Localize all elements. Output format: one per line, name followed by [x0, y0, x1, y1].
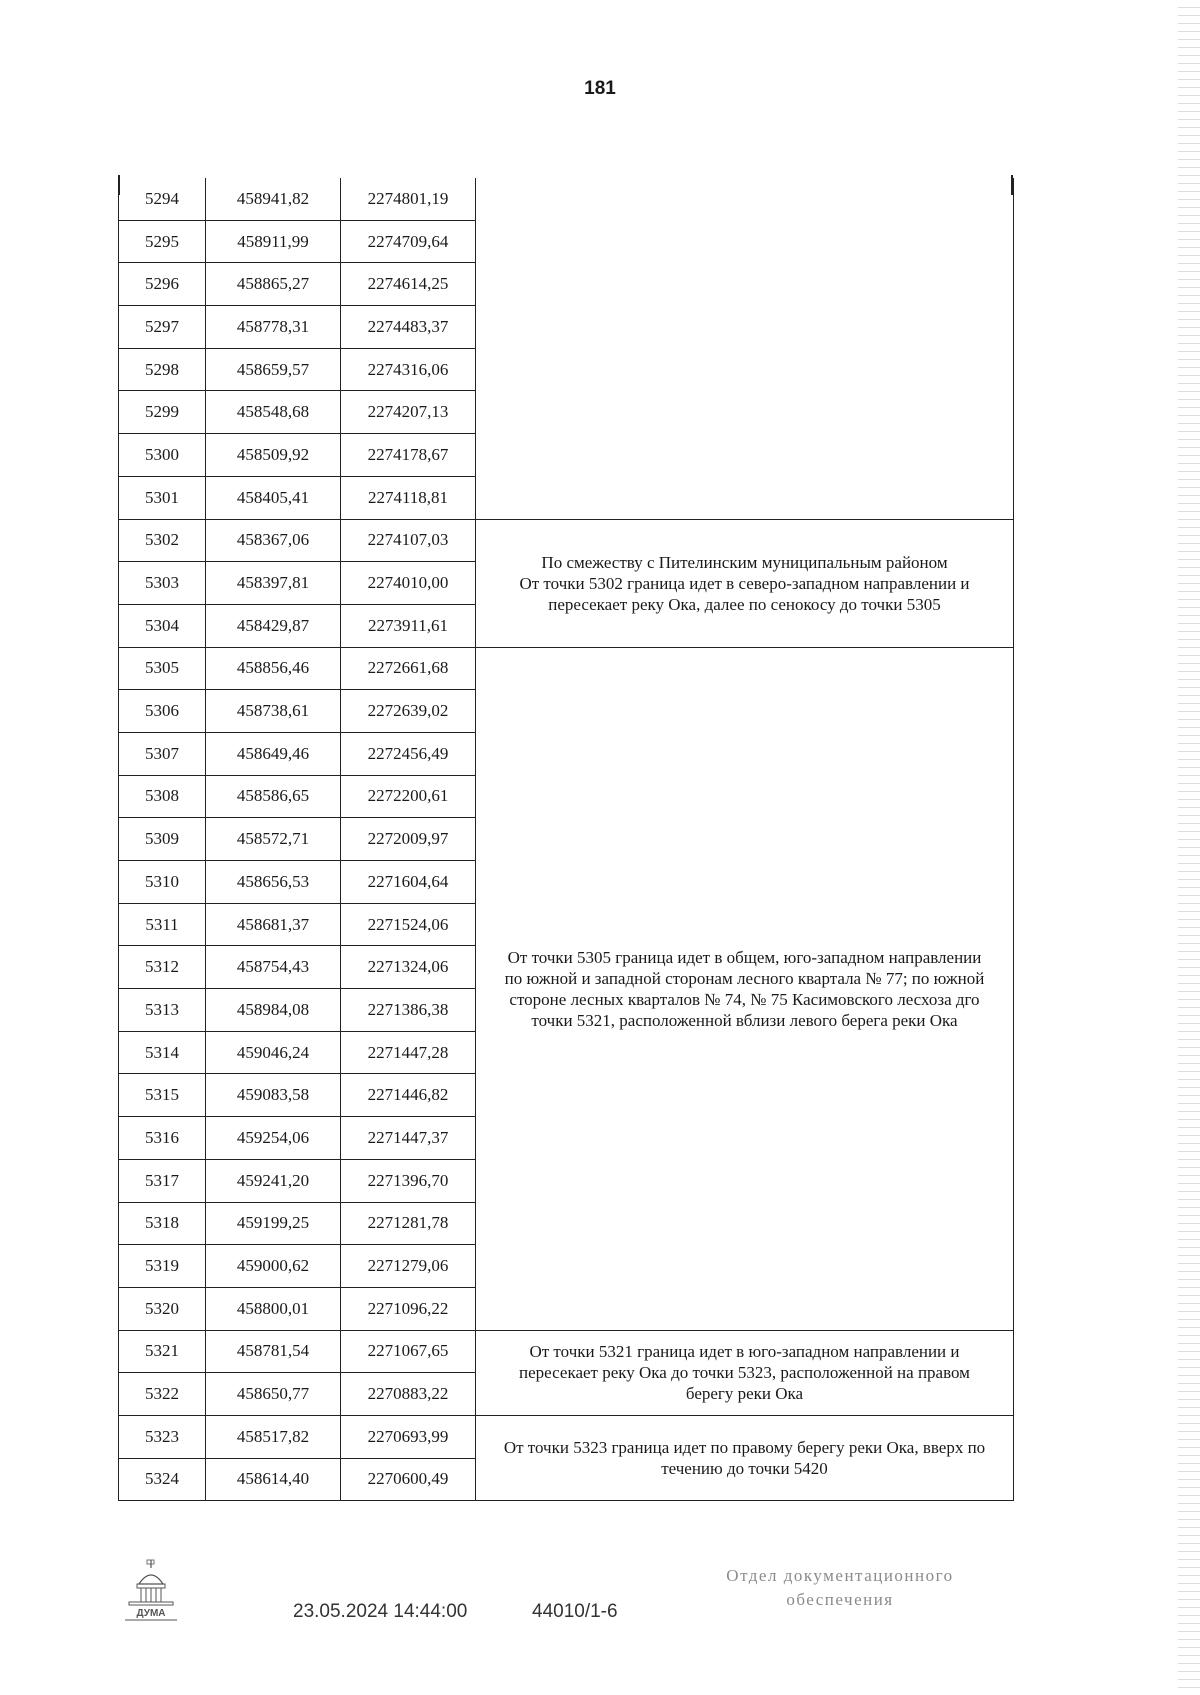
- cell-x: 458656,53: [206, 861, 341, 904]
- cell-point: 5313: [119, 989, 206, 1032]
- cell-x: 458856,46: [206, 647, 341, 690]
- cell-y: 2271604,64: [341, 861, 476, 904]
- cell-y: 2271386,38: [341, 989, 476, 1032]
- description-line: точки 5321, расположенной вблизи левого берега реки Ока: [531, 1010, 958, 1030]
- boundary-description: [476, 1330, 1014, 1415]
- cell-point: 5321: [119, 1330, 206, 1373]
- cell-x: 458865,27: [206, 263, 341, 306]
- description-line: по южной и западной сторонам лесного квартала № 77; по южной: [504, 968, 985, 988]
- cell-x: 458405,41: [206, 476, 341, 519]
- boundary-description: [476, 178, 1014, 519]
- cell-y: 2272456,49: [341, 732, 476, 775]
- cell-y: 2272639,02: [341, 690, 476, 733]
- coordinates-table-body: [119, 178, 1014, 1501]
- cell-y: 2274107,03: [341, 519, 476, 562]
- cell-point: 5317: [119, 1159, 206, 1202]
- cell-x: 458649,46: [206, 732, 341, 775]
- cell-x: 458650,77: [206, 1373, 341, 1416]
- description-line: берегу реки Ока: [685, 1384, 804, 1404]
- cell-x: 458681,37: [206, 903, 341, 946]
- cell-y: 2274709,64: [341, 220, 476, 263]
- cell-point: 5310: [119, 861, 206, 904]
- cell-point: 5299: [119, 391, 206, 434]
- cell-point: 5315: [119, 1074, 206, 1117]
- cell-y: 2271447,28: [341, 1031, 476, 1074]
- cell-point: 5294: [119, 178, 206, 220]
- description-line: По смежеству с Пителинским муниципальным районом: [541, 552, 948, 572]
- cell-x: 459199,25: [206, 1202, 341, 1245]
- description-line: пересекает реку Ока до точки 5323, расположенной на правом: [519, 1363, 970, 1383]
- cell-y: 2274010,00: [341, 562, 476, 605]
- cell-y: 2271396,70: [341, 1159, 476, 1202]
- cell-point: 5300: [119, 434, 206, 477]
- svg-text:ДУМА: ДУМА: [136, 1608, 166, 1619]
- cell-point: 5318: [119, 1202, 206, 1245]
- scan-edge-artifact: [1178, 0, 1200, 1695]
- cell-y: 2272200,61: [341, 775, 476, 818]
- cell-y: 2274801,19: [341, 178, 476, 220]
- cell-x: 458781,54: [206, 1330, 341, 1373]
- cell-point: 5304: [119, 604, 206, 647]
- cell-point: 5308: [119, 775, 206, 818]
- cell-x: 459046,24: [206, 1031, 341, 1074]
- cell-point: 5295: [119, 220, 206, 263]
- cell-y: 2271324,06: [341, 946, 476, 989]
- cell-y: 2271279,06: [341, 1245, 476, 1288]
- page-number: 181: [584, 78, 616, 99]
- description-line: стороне лесных кварталов № 74, № 75 Касимовского лесхоза дго: [509, 989, 980, 1009]
- cell-x: 458586,65: [206, 775, 341, 818]
- description-line: От точки 5302 граница идет в северо-западном направлении и: [519, 573, 970, 593]
- cell-y: 2274207,13: [341, 391, 476, 434]
- cell-point: 5309: [119, 818, 206, 861]
- cell-point: 5306: [119, 690, 206, 733]
- boundary-description: [476, 647, 1014, 1330]
- cell-point: 5314: [119, 1031, 206, 1074]
- cell-point: 5320: [119, 1287, 206, 1330]
- description-line: пересекает реку Ока, далее по сенокосу до точки 5305: [548, 594, 941, 614]
- description-line: От точки 5323 граница идет по правому берегу реки Ока, вверх по: [503, 1438, 986, 1458]
- cell-x: 458429,87: [206, 604, 341, 647]
- cell-y: 2271524,06: [341, 903, 476, 946]
- cell-point: 5296: [119, 263, 206, 306]
- cell-x: 458659,57: [206, 348, 341, 391]
- table-row: [119, 1330, 1014, 1373]
- cell-x: 458738,61: [206, 690, 341, 733]
- cell-x: 458509,92: [206, 434, 341, 477]
- cell-x: 458800,01: [206, 1287, 341, 1330]
- cell-y: 2271281,78: [341, 1202, 476, 1245]
- cell-y: 2271447,37: [341, 1117, 476, 1160]
- cell-point: 5324: [119, 1458, 206, 1501]
- cell-point: 5303: [119, 562, 206, 605]
- cell-y: 2271096,22: [341, 1287, 476, 1330]
- table-row: [119, 178, 1014, 220]
- footer-datetime: 23.05.2024 14:44:00: [293, 1601, 468, 1622]
- cell-x: 458397,81: [206, 562, 341, 605]
- cell-y: 2274483,37: [341, 306, 476, 349]
- cell-y: 2274178,67: [341, 434, 476, 477]
- boundary-description: [476, 1415, 1014, 1500]
- duma-logo-icon: [123, 1558, 179, 1622]
- cell-point: 5312: [119, 946, 206, 989]
- table-row: [119, 647, 1014, 690]
- footer-document-number: 44010/1-6: [532, 1601, 618, 1622]
- description-line: течению до точки 5420: [661, 1459, 828, 1479]
- table-row: [119, 519, 1014, 562]
- boundary-description: [476, 519, 1014, 647]
- cell-point: 5302: [119, 519, 206, 562]
- coordinates-table: [118, 178, 1014, 1501]
- cell-x: 459241,20: [206, 1159, 341, 1202]
- cell-point: 5322: [119, 1373, 206, 1416]
- cell-x: 458754,43: [206, 946, 341, 989]
- cell-y: 2274316,06: [341, 348, 476, 391]
- cell-x: 458572,71: [206, 818, 341, 861]
- cell-y: 2270883,22: [341, 1373, 476, 1416]
- cell-point: 5298: [119, 348, 206, 391]
- cell-y: 2270693,99: [341, 1415, 476, 1458]
- cell-y: 2273911,61: [341, 604, 476, 647]
- cell-point: 5311: [119, 903, 206, 946]
- cell-y: 2274614,25: [341, 263, 476, 306]
- cell-x: 458517,82: [206, 1415, 341, 1458]
- cell-point: 5316: [119, 1117, 206, 1160]
- cell-point: 5319: [119, 1245, 206, 1288]
- table-row: [119, 1415, 1014, 1458]
- cell-x: 458911,99: [206, 220, 341, 263]
- stamp-line-1: Отдел документационного: [726, 1566, 954, 1585]
- cell-x: 458984,08: [206, 989, 341, 1032]
- cell-x: 458614,40: [206, 1458, 341, 1501]
- cell-point: 5305: [119, 647, 206, 690]
- description-line: От точки 5305 граница идет в общем, юго-западном направлении: [507, 947, 982, 967]
- description-line: От точки 5321 граница идет в юго-западном направлении и: [529, 1342, 960, 1362]
- cell-point: 5307: [119, 732, 206, 775]
- cell-y: 2271067,65: [341, 1330, 476, 1373]
- cell-x: 458941,82: [206, 178, 341, 220]
- cell-y: 2272661,68: [341, 647, 476, 690]
- cell-y: 2272009,97: [341, 818, 476, 861]
- cell-x: 458778,31: [206, 306, 341, 349]
- cell-x: 459083,58: [206, 1074, 341, 1117]
- cell-x: 459254,06: [206, 1117, 341, 1160]
- cell-y: 2274118,81: [341, 476, 476, 519]
- cell-y: 2270600,49: [341, 1458, 476, 1501]
- cell-point: 5297: [119, 306, 206, 349]
- cell-point: 5301: [119, 476, 206, 519]
- cell-y: 2271446,82: [341, 1074, 476, 1117]
- cell-point: 5323: [119, 1415, 206, 1458]
- cell-x: 459000,62: [206, 1245, 341, 1288]
- department-stamp: [690, 1564, 990, 1612]
- cell-x: 458367,06: [206, 519, 341, 562]
- cell-x: 458548,68: [206, 391, 341, 434]
- stamp-line-2: обеспечения: [786, 1590, 894, 1609]
